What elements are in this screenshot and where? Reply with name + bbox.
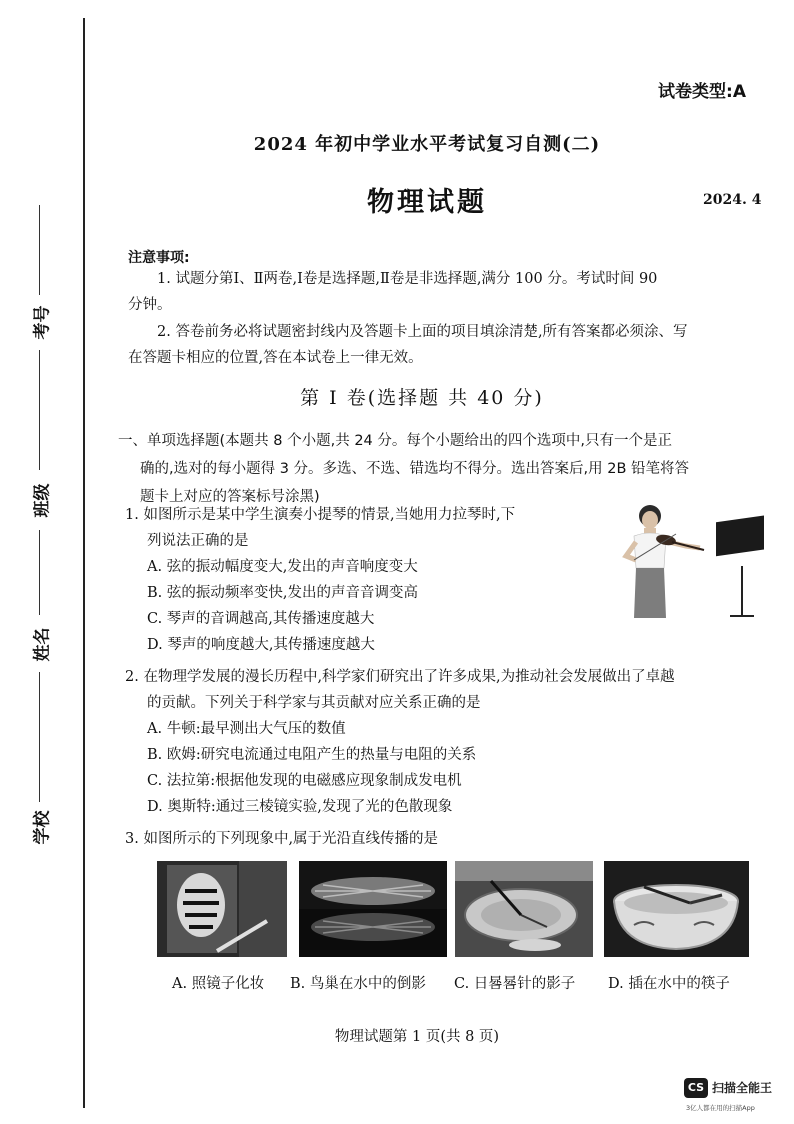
question-2-option-c: C. 法拉第:根据他发现的电磁感应现象制成发电机 (147, 773, 462, 789)
question-2-stem-line2: 的贡献。下列关于科学家与其贡献对应关系正确的是 (147, 695, 481, 711)
note-item-2-cont: 在答题卡相应的位置,答在本试卷上一律无效。 (128, 350, 423, 366)
field-label-school: 学校 (32, 810, 53, 845)
question-2-option-d: D. 奥斯特:通过三棱镜实验,发现了光的色散现象 (147, 799, 453, 815)
exam-title: 2024 年初中学业水平考试复习自测(二) (253, 134, 601, 155)
instructions-line3: 题卡上对应的答案标号涂黑) (140, 489, 320, 505)
field-label-exam-number: 考号 (32, 305, 53, 340)
page-footer: 物理试题第 1 页(共 8 页) (334, 1029, 500, 1045)
question-3 (125, 826, 438, 852)
photo-chopsticks-in-water (604, 861, 749, 957)
instructions-line1: 一、单项选择题(本题共 8 个小题,共 24 分。每个小题给出的四个选项中,只有一个是正 (118, 433, 672, 449)
field-label-class: 班级 (32, 483, 53, 518)
notes-heading: 注意事项: (128, 250, 190, 266)
photo-mirror-makeup (157, 861, 287, 957)
camscanner-tagline: 3亿人都在用的扫描App (686, 1104, 755, 1112)
photo-birds-nest-reflection (299, 861, 447, 957)
question-1 (125, 502, 515, 658)
camscanner-name: 扫描全能王 (712, 1081, 773, 1095)
question-2-stem-line1: 2. 在物理学发展的漫长历程中,科学家们研究出了许多成果,为推动社会发展做出了卓越 (125, 669, 675, 685)
question-1-option-a: A. 弦的振动幅度变大,发出的声音响度变大 (147, 559, 418, 575)
question-1-stem-line2: 列说法正确的是 (147, 533, 249, 549)
question-2-option-a: A. 牛顿:最早测出大气压的数值 (147, 721, 346, 737)
camscanner-logo-icon: CS (684, 1078, 708, 1098)
question-1-option-d: D. 琴声的响度越大,其传播速度越大 (147, 637, 375, 653)
exam-date: 2024. 4 (703, 192, 762, 208)
question-1-stem-line1: 1. 如图所示是某中学生演奏小提琴的情景,当她用力拉琴时,下 (125, 507, 516, 523)
instructions-line2: 确的,选对的每小题得 3 分。多选、不选、错选均不得分。选出答案后,用 2B 铅笔将答 (140, 461, 690, 477)
note-item-1-cont: 分钟。 (128, 297, 172, 313)
question-1-option-b: B. 弦的振动频率变快,发出的声音音调变高 (147, 585, 418, 601)
section-instructions (118, 427, 778, 511)
photo-sundial-shadow (455, 861, 593, 957)
note-item-1-line1: 1. 试题分第Ⅰ、Ⅱ两卷,Ⅰ卷是选择题,Ⅱ卷是非选择题,满分 100 分。考试时间 90 (157, 271, 658, 287)
violin-player-photo (604, 500, 774, 628)
question-2-option-b: B. 欧姆:研究电流通过电阻产生的热量与电阻的关系 (147, 747, 477, 763)
caption-d: D. 插在水中的筷子 (608, 976, 730, 992)
note-item-2-line1: 2. 答卷前务必将试题密封线内及答题卡上面的项目填涂清楚,所有答案都必须涂、写 (157, 324, 688, 340)
question-3-stem: 3. 如图所示的下列现象中,属于光沿直线传播的是 (125, 831, 439, 847)
note-item-1 (128, 268, 768, 291)
field-line-name (39, 530, 40, 615)
caption-a: A. 照镜子化妆 (172, 976, 265, 992)
field-label-name: 姓名 (32, 627, 53, 662)
caption-c: C. 日晷晷针的影子 (454, 976, 576, 992)
subject-title: 物理试题 (367, 187, 487, 218)
field-line-class (39, 350, 40, 470)
paper-type: 试卷类型:A (658, 82, 746, 102)
caption-b: B. 鸟巢在水中的倒影 (290, 976, 426, 992)
question-2 (125, 664, 675, 820)
note-item-2 (128, 321, 768, 344)
section-title: 第 Ⅰ 卷(选择题 共 40 分) (300, 387, 544, 409)
field-line-school (39, 672, 40, 802)
question-1-option-c: C. 琴声的音调越高,其传播速度越大 (147, 611, 375, 627)
